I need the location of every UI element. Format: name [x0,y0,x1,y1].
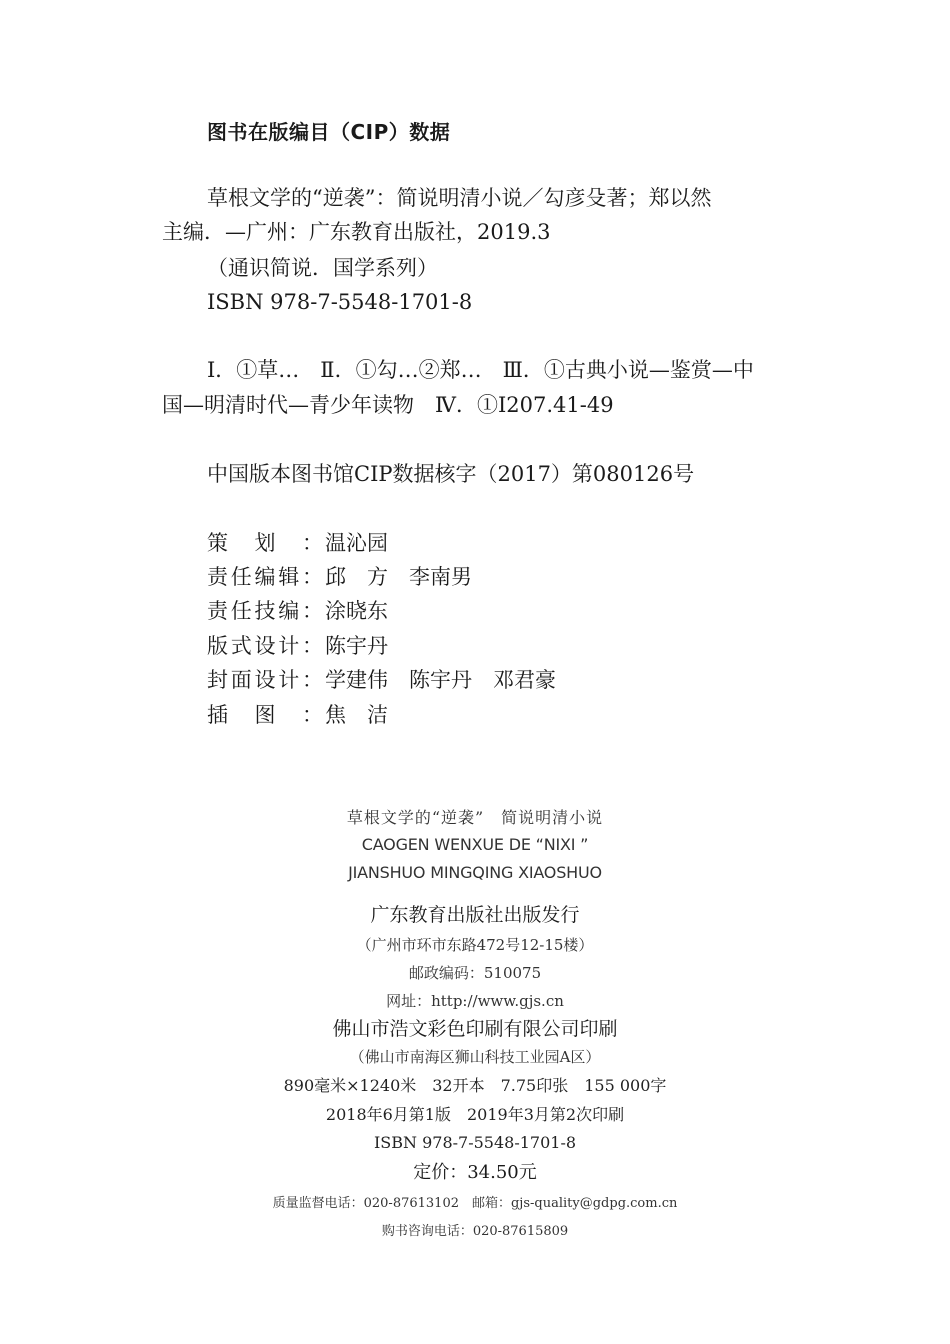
colophon-isbn: ISBN 978-7-5548-1701-8 [373,1133,577,1152]
colophon-printer: 佛山市浩文彩色印刷有限公司印刷 [332,1018,618,1040]
cip-record-line-1: 草根文学的“逆袭”：简说明清小说／勾彦殳著；郑以然 [207,186,712,210]
staff-role: 责任技编： [207,599,323,623]
staff-role: 策划： [207,531,323,555]
cip-record-line-2: 主编．—广州：广东教育出版社，2019.3 [162,220,551,244]
staff-role: 插图： [207,703,323,727]
colophon-edition: 2018年6月第1版 2019年3月第2次印刷 [325,1105,625,1124]
colophon-specifications: 890毫米×1240米 32开本 7.75印张 155 000字 [283,1076,667,1095]
colophon-publisher-address: （广州市环市东路472号12-15楼） [356,936,594,954]
staff-names: 温沁园 [325,531,388,555]
staff-row-layout-design [207,636,388,657]
staff-role: 封面设计： [207,668,323,692]
staff-row-technical-editor [207,601,388,622]
cip-series: （通识简说．国学系列） [207,256,438,280]
colophon-printer-address: （佛山市南海区狮山科技工业园A区） [349,1048,601,1066]
cip-classification-line-2: 国—明清时代—青少年读物 Ⅳ．①I207.41-49 [162,393,614,417]
colophon-purchase-phone: 购书咨询电话：020-87615809 [381,1224,569,1239]
colophon-title-pinyin-2: JIANSHUO MINGQING XIAOSHUO [348,863,602,882]
staff-row-illustration [207,705,388,726]
colophon-website: 网址：http://www.gjs.cn [386,992,564,1010]
colophon-price: 定价：34.50元 [413,1162,537,1183]
staff-row-planning [207,533,388,554]
staff-names: 焦 洁 [325,703,388,727]
staff-names: 涂晓东 [325,599,388,623]
staff-row-cover-design [207,670,556,691]
staff-role: 责任编辑： [207,565,323,589]
cip-classification-line-1: Ⅰ．①草… Ⅱ．①勾…②郑… Ⅲ．①古典小说—鉴赏—中 [207,358,754,382]
staff-names: 学建伟 陈宇丹 邓君豪 [325,668,556,692]
cip-isbn: ISBN 978-7-5548-1701-8 [207,290,473,314]
cip-heading: 图书在版编目（CIP）数据 [207,120,451,144]
colophon-postcode: 邮政编码：510075 [408,964,542,982]
colophon-title-pinyin-1: CAOGEN WENXUE DE “NIXI ” [361,835,589,854]
staff-row-responsible-editor [207,567,472,588]
colophon-publisher: 广东教育出版社出版发行 [370,904,580,926]
colophon-title-chinese: 草根文学的“逆袭” 简说明清小说 [346,808,604,827]
staff-names: 陈宇丹 [325,634,388,658]
staff-names: 邱 方 李南男 [325,565,472,589]
cip-verification-number: 中国版本图书馆CIP数据核字（2017）第080126号 [207,462,695,486]
staff-role: 版式设计： [207,634,323,658]
colophon-quality-phone-email: 质量监督电话：020-87613102 邮箱：gjs-quality@gdpg.com.cn [272,1196,678,1211]
